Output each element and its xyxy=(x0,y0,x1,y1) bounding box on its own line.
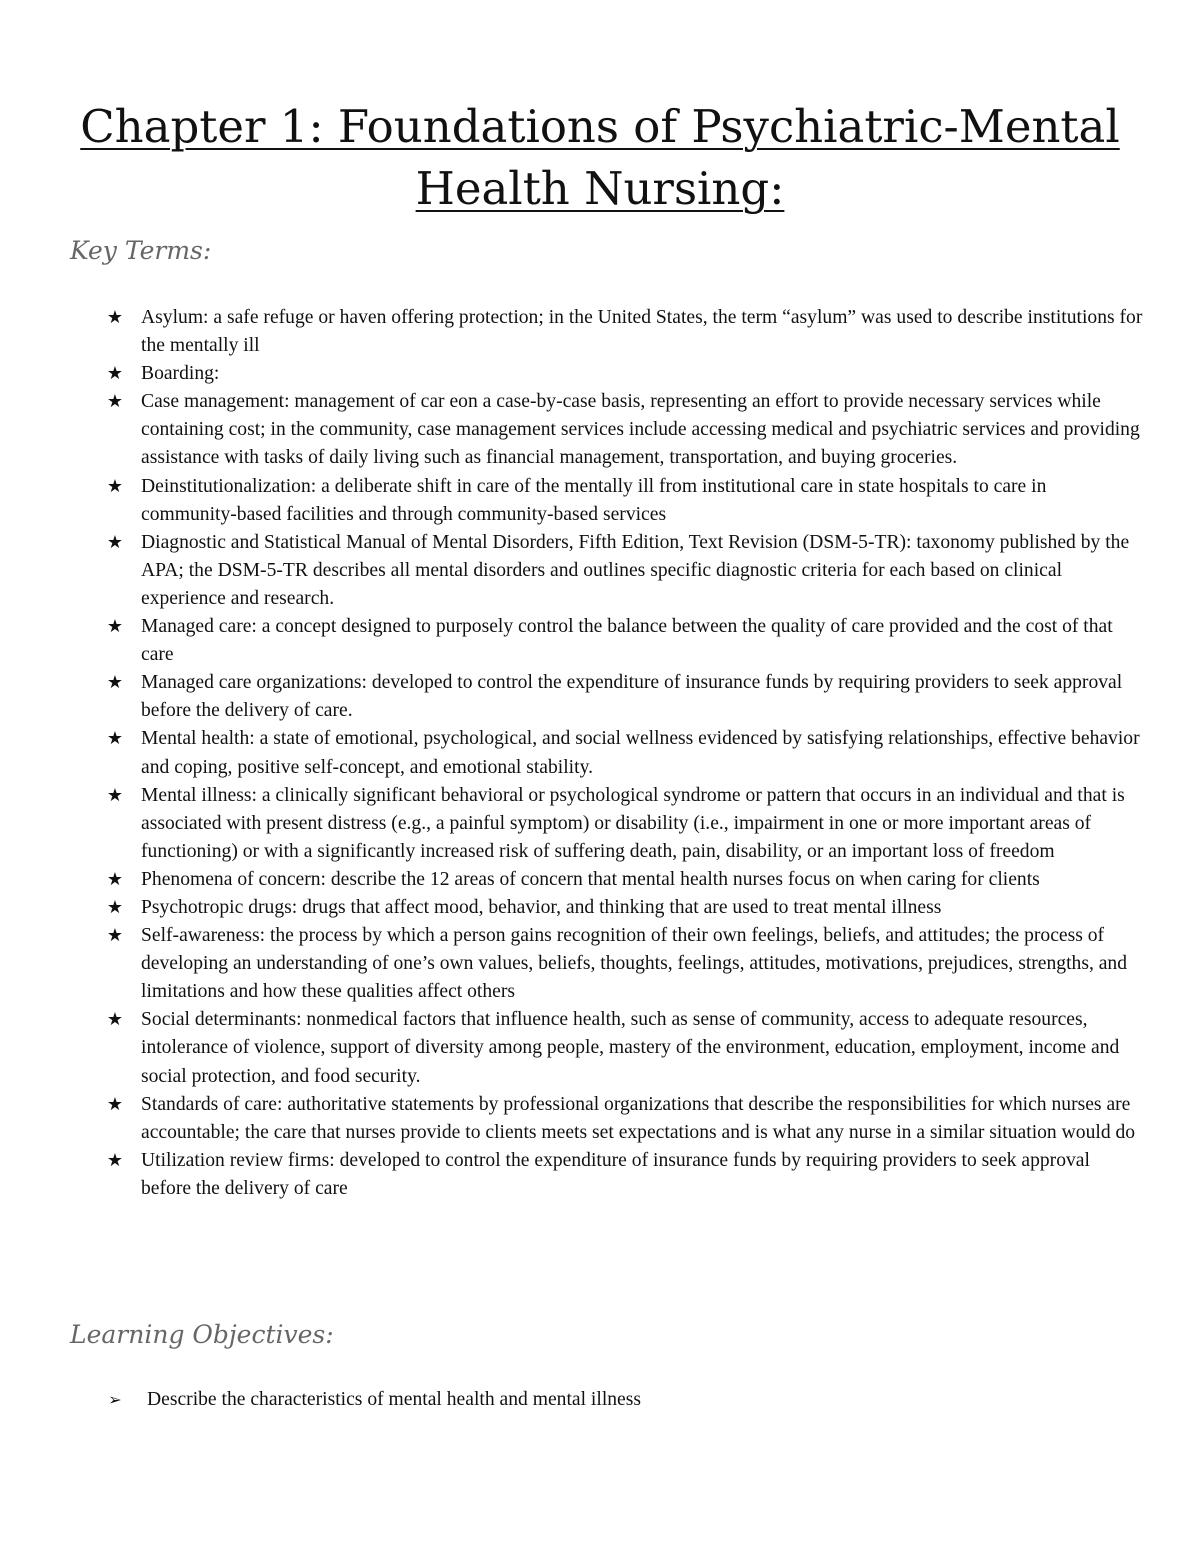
key-term-utilization-review-firms xyxy=(104,1147,1144,1203)
learning-objective-text: Describe the characteristics of mental health and mental illness xyxy=(147,1389,642,1410)
key-term-deinstitutionalization xyxy=(104,473,1144,529)
star-bullet-icon: ★ xyxy=(106,1149,124,1171)
key-term-text: Deinstitutionalization: a deliberate shift in care of the mentally ill from institutional care in state hospitals to care in community-based facilities and through community-based services xyxy=(141,475,1047,525)
key-terms-list xyxy=(104,304,1144,1203)
star-bullet-icon: ★ xyxy=(106,672,124,694)
key-term-managed-care-organizations xyxy=(104,669,1144,725)
key-term-text: Standards of care: authoritative statements by professional organizations that describe the responsibilities for which nurses are accountable; the care that nurses provide to clients meets set expectations and is what any nurse in a similar situation would do xyxy=(141,1093,1136,1143)
star-bullet-icon: ★ xyxy=(106,1093,124,1115)
star-bullet-icon: ★ xyxy=(106,1009,124,1031)
key-term-asylum xyxy=(104,304,1144,360)
key-term-text: Self-awareness: the process by which a person gains recognition of their own feelings, beliefs, and attitudes; the process of developing an understanding of one’s own values, beliefs, thoughts, feelings, attitudes, motivations, prejudices, strengths, and limitations and how these qualities affect others xyxy=(141,925,1128,1003)
key-term-text: Utilization review firms: developed to control the expenditure of insurance funds by requiring providers to seek approval before the delivery of care xyxy=(141,1149,1090,1199)
key-term-text: Phenomena of concern: describe the 12 areas of concern that mental health nurses focus on when caring for clients xyxy=(141,868,1040,890)
star-bullet-icon: ★ xyxy=(106,363,124,385)
star-bullet-icon: ★ xyxy=(106,868,124,890)
key-term-case-management xyxy=(104,388,1144,472)
key-term-text: Mental health: a state of emotional, psychological, and social wellness evidenced by satisfying relationships, effective behavior and coping, positive self-concept, and emotional stability. xyxy=(141,728,1140,778)
star-bullet-icon: ★ xyxy=(106,728,124,750)
key-term-self-awareness xyxy=(104,922,1144,1006)
key-term-phenomena-of-concern xyxy=(104,866,1144,894)
star-bullet-icon: ★ xyxy=(106,391,124,413)
learning-objectives-list xyxy=(104,1386,1144,1414)
key-term-text: Case management: management of car eon a case-by-case basis, representing an effort to provide necessary services while containing cost; in the community, case management services include accessing medical and psychiatric services and providing assistance with tasks of daily living such as financial management, transportation, and buying groceries. xyxy=(141,391,1140,469)
star-bullet-icon: ★ xyxy=(106,307,124,328)
learning-objective-item xyxy=(104,1386,1144,1414)
key-terms-heading: Key Terms: xyxy=(70,236,212,265)
key-term-mental-health xyxy=(104,725,1144,781)
key-term-text: Managed care: a concept designed to purposely control the balance between the quality of care provided and the cost of that care xyxy=(141,616,1113,666)
learning-objectives-heading: Learning Objectives: xyxy=(70,1320,334,1349)
key-term-text: Social determinants: nonmedical factors that influence health, such as sense of community, access to adequate resources, intolerance of violence, support of diversity among people, mastery of the environment, education, employment, income and social protection, and food security. xyxy=(141,1009,1120,1087)
key-term-text: Managed care organizations: developed to control the expenditure of insurance funds by requiring providers to seek approval before the delivery of care. xyxy=(141,672,1123,722)
star-bullet-icon: ★ xyxy=(106,475,124,497)
star-bullet-icon: ★ xyxy=(106,616,124,638)
key-term-boarding xyxy=(104,360,1144,388)
key-term-text: Boarding: xyxy=(141,363,220,385)
key-term-psychotropic-drugs xyxy=(104,894,1144,922)
key-term-social-determinants xyxy=(104,1006,1144,1090)
key-term-managed-care xyxy=(104,613,1144,669)
key-term-text: Mental illness: a clinically significant behavioral or psychological syndrome or pattern that occurs in an individual and that is associated with present distress (e.g., a painful symptom) or disability (i.e., impairment in one or more important areas of functioning) or with a significantly increased risk of suffering death, pain, disability, or an important loss of freedom xyxy=(141,784,1125,862)
key-term-dsm-5-tr xyxy=(104,529,1144,613)
key-term-text: Asylum: a safe refuge or haven offering protection; in the United States, the term “asylum” was used to describe institutions for the mentally ill xyxy=(141,307,1143,357)
page-title: Chapter 1: Foundations of Psychiatric-Mental Health Nursing: xyxy=(80,100,1120,215)
star-bullet-icon: ★ xyxy=(106,925,124,947)
key-term-mental-illness xyxy=(104,782,1144,866)
star-bullet-icon: ★ xyxy=(106,531,124,553)
key-term-text: Psychotropic drugs: drugs that affect mood, behavior, and thinking that are used to treat mental illness xyxy=(141,896,942,918)
arrow-bullet-icon: ➢ xyxy=(108,1390,122,1409)
star-bullet-icon: ★ xyxy=(106,896,124,918)
star-bullet-icon: ★ xyxy=(106,784,124,806)
key-term-text: Diagnostic and Statistical Manual of Mental Disorders, Fifth Edition, Text Revision (DSM-5-TR): taxonomy published by the APA; the DSM-5-TR describes all mental disorders and outlines specific diagnostic criteria for each based on clinical experience and research. xyxy=(141,531,1130,609)
key-term-standards-of-care xyxy=(104,1091,1144,1147)
